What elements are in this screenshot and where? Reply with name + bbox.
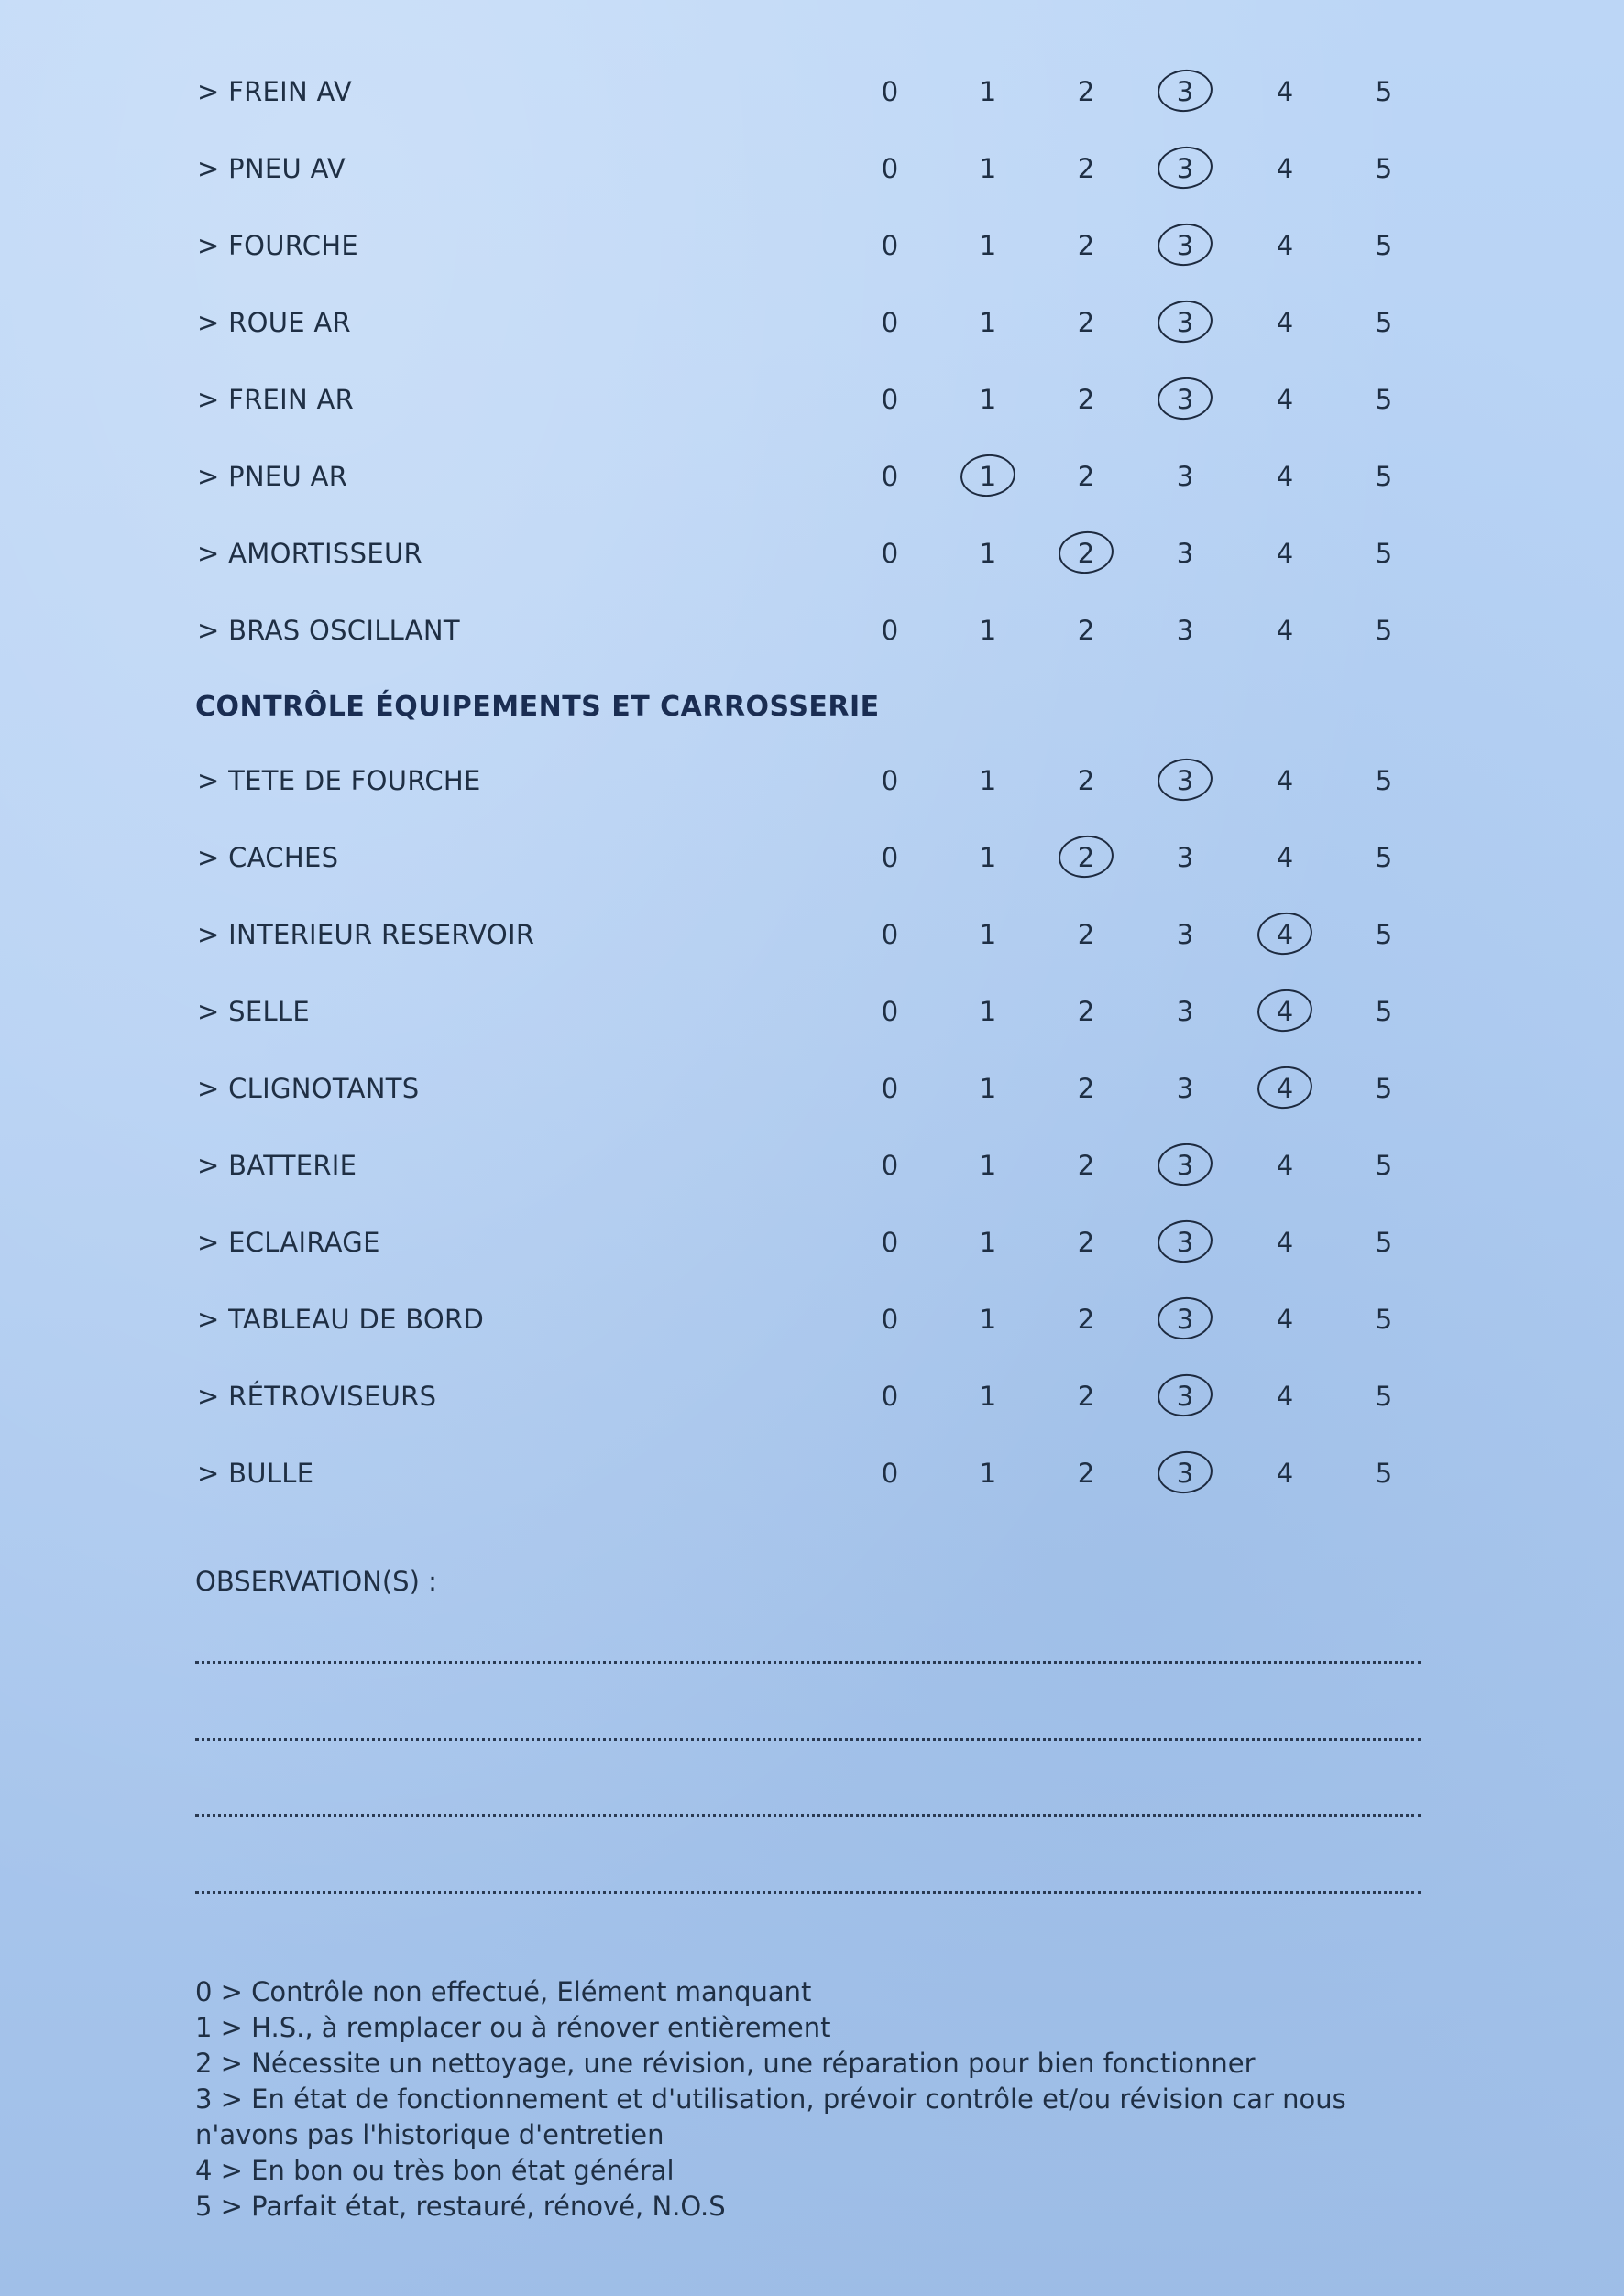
score-option: 0 (881, 1458, 899, 1489)
legend-item: 1 > H.S., à remplacer ou à rénover entièrement (195, 2012, 831, 2043)
score-option: 2 (1077, 1073, 1095, 1104)
score-circled: 3 (1167, 1455, 1203, 1492)
checklist-row (0, 1301, 1624, 1356)
checklist-row (0, 916, 1624, 971)
score-option: 0 (881, 1150, 899, 1181)
score-option: 3 (1176, 996, 1194, 1027)
score-option: 2 (1077, 615, 1095, 646)
legend-item: 3 > En état de fonctionnement et d'utilisation, prévoir contrôle et/ou révision car nous n'avons pas l'historique d'entretien (195, 2083, 1346, 2150)
score-option: 2 (1077, 996, 1095, 1027)
score-option: 4 (1276, 1150, 1294, 1181)
score-circled: 4 (1267, 993, 1303, 1030)
score-option: 2 (1077, 1227, 1095, 1258)
row-label: > ECLAIRAGE (197, 1227, 380, 1258)
legend-item: 4 > En bon ou très bon état général (195, 2155, 675, 2186)
score-option: 2 (1077, 919, 1095, 950)
score-option: 2 (1077, 1381, 1095, 1412)
checklist-row (0, 1070, 1624, 1125)
score-option: 1 (979, 1381, 997, 1412)
score-option: 4 (1276, 307, 1294, 338)
score-option: 3 (1176, 461, 1194, 492)
score-option: 1 (979, 1458, 997, 1489)
observation-line (195, 1738, 1421, 1741)
checklist-row (0, 612, 1624, 667)
score-circled: 2 (1068, 839, 1104, 876)
score-option: 4 (1276, 76, 1294, 107)
score-option: 1 (979, 996, 997, 1027)
row-label: > FOURCHE (197, 230, 359, 261)
rating-legend (195, 1974, 1423, 2225)
row-label: > RÉTROVISEURS (197, 1381, 437, 1412)
score-option: 1 (979, 842, 997, 873)
row-label: > CLIGNOTANTS (197, 1073, 420, 1104)
score-option: 4 (1276, 153, 1294, 184)
score-option: 0 (881, 230, 899, 261)
score-circled: 4 (1267, 1070, 1303, 1107)
row-label: > PNEU AR (197, 461, 348, 492)
score-option: 1 (979, 76, 997, 107)
score-circled: 3 (1167, 73, 1203, 110)
score-option: 4 (1276, 1304, 1294, 1335)
score-option: 2 (1077, 307, 1095, 338)
checklist-row (0, 762, 1624, 817)
checklist-row (0, 535, 1624, 590)
score-option: 1 (979, 230, 997, 261)
score-option: 3 (1176, 538, 1194, 569)
score-circled: 3 (1167, 1301, 1203, 1338)
score-option: 4 (1276, 538, 1294, 569)
score-option: 5 (1375, 996, 1393, 1027)
score-option: 0 (881, 842, 899, 873)
row-label: > BULLE (197, 1458, 314, 1489)
score-option: 1 (979, 1150, 997, 1181)
score-option: 5 (1375, 842, 1393, 873)
score-option: 2 (1077, 230, 1095, 261)
score-option: 4 (1276, 615, 1294, 646)
score-option: 5 (1375, 615, 1393, 646)
score-option: 5 (1375, 1150, 1393, 1181)
score-circled: 3 (1167, 1378, 1203, 1415)
score-option: 5 (1375, 153, 1393, 184)
score-option: 5 (1375, 76, 1393, 107)
score-option: 5 (1375, 765, 1393, 796)
score-option: 1 (979, 153, 997, 184)
score-option: 3 (1176, 1073, 1194, 1104)
score-option: 2 (1077, 765, 1095, 796)
checklist-row (0, 1224, 1624, 1279)
score-option: 4 (1276, 461, 1294, 492)
score-option: 2 (1077, 461, 1095, 492)
checklist-row (0, 381, 1624, 436)
score-circled: 1 (970, 458, 1006, 495)
score-option: 2 (1077, 76, 1095, 107)
score-option: 5 (1375, 1458, 1393, 1489)
row-label: > FREIN AR (197, 384, 355, 415)
score-option: 1 (979, 1073, 997, 1104)
score-option: 0 (881, 1304, 899, 1335)
score-option: 0 (881, 307, 899, 338)
score-option: 4 (1276, 765, 1294, 796)
score-option: 5 (1375, 1381, 1393, 1412)
checklist-row (0, 839, 1624, 894)
row-label: > CACHES (197, 842, 339, 873)
checklist-row (0, 458, 1624, 513)
score-option: 0 (881, 615, 899, 646)
checklist-row (0, 1147, 1624, 1202)
score-option: 0 (881, 76, 899, 107)
score-option: 1 (979, 1227, 997, 1258)
score-option: 4 (1276, 230, 1294, 261)
score-option: 5 (1375, 1227, 1393, 1258)
score-option: 0 (881, 1073, 899, 1104)
score-option: 1 (979, 1304, 997, 1335)
score-circled: 2 (1068, 535, 1104, 572)
score-option: 5 (1375, 384, 1393, 415)
score-option: 0 (881, 765, 899, 796)
row-label: > SELLE (197, 996, 310, 1027)
row-label: > BRAS OSCILLANT (197, 615, 460, 646)
row-label: > BATTERIE (197, 1150, 357, 1181)
row-label: > FREIN AV (197, 76, 352, 107)
observation-line (195, 1814, 1421, 1817)
score-circled: 3 (1167, 762, 1203, 799)
checklist-row (0, 1378, 1624, 1433)
score-option: 4 (1276, 1381, 1294, 1412)
checklist-row (0, 150, 1624, 205)
legend-item: 2 > Nécessite un nettoyage, une révision, une réparation pour bien fonctionner (195, 2048, 1256, 2079)
score-circled: 4 (1267, 916, 1303, 953)
score-circled: 3 (1167, 304, 1203, 341)
score-option: 0 (881, 996, 899, 1027)
score-option: 2 (1077, 1304, 1095, 1335)
checklist-row (0, 1455, 1624, 1510)
legend-item: 0 > Contrôle non effectué, Elément manquant (195, 1976, 812, 2007)
score-option: 5 (1375, 1073, 1393, 1104)
checklist-row (0, 304, 1624, 359)
score-option: 4 (1276, 842, 1294, 873)
score-option: 1 (979, 307, 997, 338)
observation-line (195, 1891, 1421, 1894)
score-option: 0 (881, 538, 899, 569)
score-circled: 3 (1167, 1147, 1203, 1184)
score-option: 5 (1375, 538, 1393, 569)
score-option: 1 (979, 919, 997, 950)
score-option: 2 (1077, 1150, 1095, 1181)
row-label: > ROUE AR (197, 307, 351, 338)
score-circled: 3 (1167, 381, 1203, 418)
score-option: 0 (881, 153, 899, 184)
score-option: 4 (1276, 1227, 1294, 1258)
score-circled: 3 (1167, 150, 1203, 187)
score-option: 1 (979, 384, 997, 415)
score-option: 5 (1375, 919, 1393, 950)
score-circled: 3 (1167, 227, 1203, 264)
row-label: > AMORTISSEUR (197, 538, 422, 569)
score-option: 5 (1375, 1304, 1393, 1335)
row-label: > INTERIEUR RESERVOIR (197, 919, 535, 950)
score-option: 2 (1077, 384, 1095, 415)
score-option: 1 (979, 615, 997, 646)
score-option: 4 (1276, 384, 1294, 415)
row-label: > PNEU AV (197, 153, 346, 184)
score-option: 3 (1176, 842, 1194, 873)
score-option: 2 (1077, 1458, 1095, 1489)
score-option: 4 (1276, 1458, 1294, 1489)
checklist-row (0, 73, 1624, 128)
score-option: 3 (1176, 919, 1194, 950)
score-option: 0 (881, 384, 899, 415)
checklist-row (0, 993, 1624, 1048)
score-option: 5 (1375, 461, 1393, 492)
score-option: 5 (1375, 307, 1393, 338)
row-label: > TETE DE FOURCHE (197, 765, 481, 796)
score-option: 5 (1375, 230, 1393, 261)
observation-line (195, 1661, 1421, 1664)
score-option: 1 (979, 538, 997, 569)
score-option: 0 (881, 1227, 899, 1258)
score-option: 0 (881, 461, 899, 492)
observations-label: OBSERVATION(S) : (195, 1566, 437, 1597)
score-circled: 3 (1167, 1224, 1203, 1261)
row-label: > TABLEAU DE BORD (197, 1304, 485, 1335)
section-title: CONTRÔLE ÉQUIPEMENTS ET CARROSSERIE (195, 691, 880, 723)
score-option: 0 (881, 919, 899, 950)
checklist-row (0, 227, 1624, 282)
legend-item: 5 > Parfait état, restauré, rénové, N.O.S (195, 2191, 726, 2222)
score-option: 2 (1077, 153, 1095, 184)
score-option: 1 (979, 765, 997, 796)
score-option: 3 (1176, 615, 1194, 646)
score-option: 0 (881, 1381, 899, 1412)
